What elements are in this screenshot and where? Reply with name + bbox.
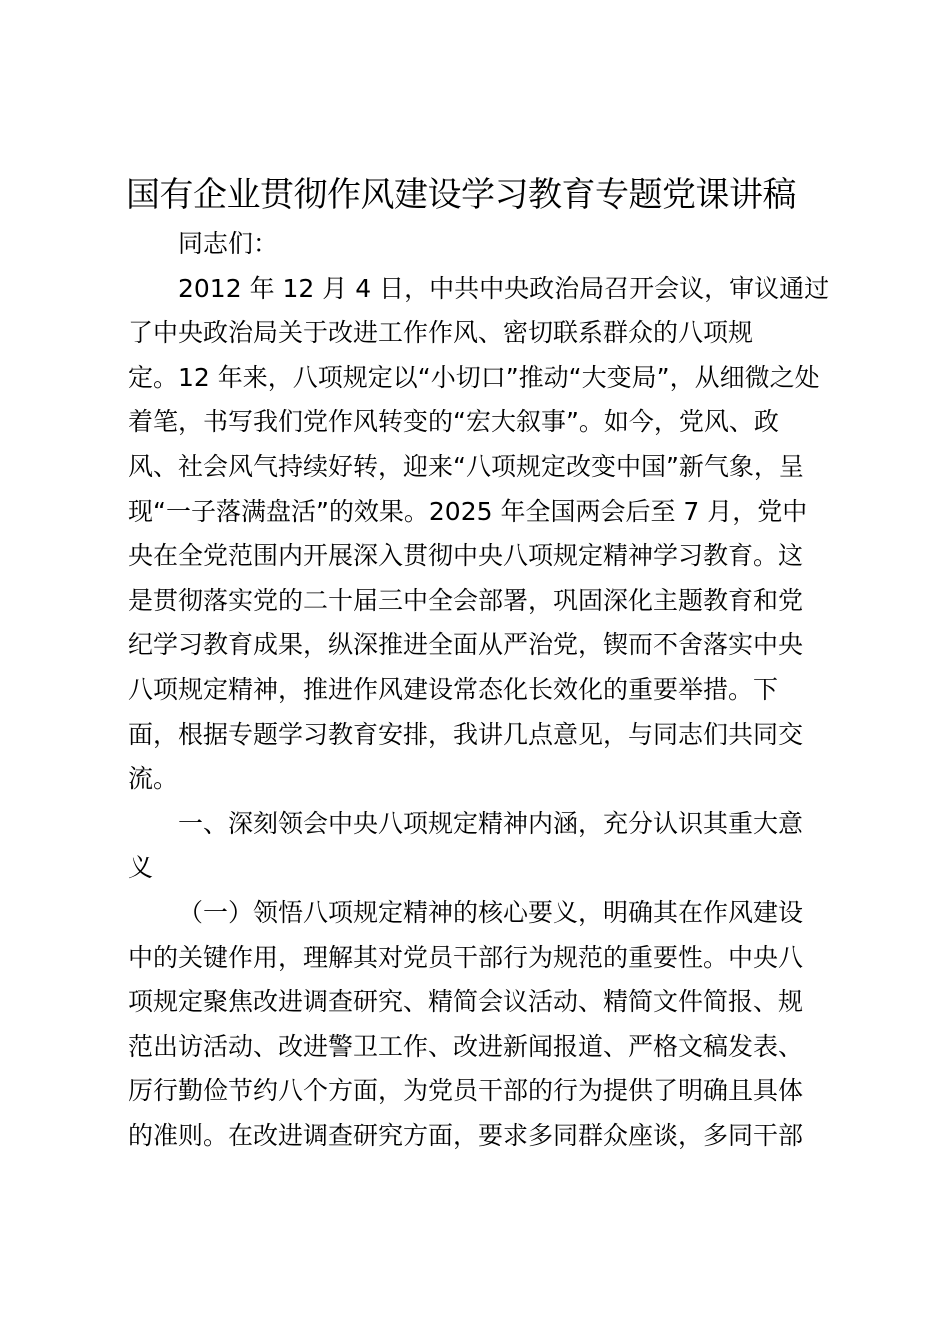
body-line: 风、社会风气持续好转，迎来“八项规定改变中国”新气象，呈 <box>128 451 804 481</box>
document-title: 国有企业贯彻作风建设学习教育专题党课讲稿 <box>126 175 796 215</box>
body-line: 同志们： <box>178 229 279 258</box>
body-line: 定。12 年来，八项规定以“小切口”推动“大变局”，从细微之处 <box>128 362 820 392</box>
body-line: 厉行勤俭节约八个方面，为党员干部的行为提供了明确且具体 <box>128 1076 804 1106</box>
body-line: 八项规定精神，推进作风建设常态化长效化的重要举措。下 <box>128 674 779 704</box>
body-line: 中的关键作用，理解其对党员干部行为规范的重要性。中央八 <box>128 942 804 972</box>
body-line: 了中央政治局关于改进工作作风、密切联系群众的八项规 <box>128 318 754 348</box>
body-line: （一）领悟八项规定精神的核心要义，明确其在作风建设 <box>178 897 804 927</box>
body-line: 义 <box>128 853 154 883</box>
body-line: 面，根据专题学习教育安排，我讲几点意见，与同志们共同交 <box>128 719 804 749</box>
body-line: 现“一子落满盘活”的效果。2025 年全国两会后至 7 月，党中 <box>128 496 808 526</box>
document-body <box>128 222 833 1158</box>
body-line: 央在全党范围内开展深入贯彻中央八项规定精神学习教育。这 <box>128 541 804 571</box>
body-line: 着笔，书写我们党作风转变的“宏大叙事”。如今，党风、政 <box>128 407 779 437</box>
body-line: 的准则。在改进调查研究方面，要求多同群众座谈，多同干部 <box>128 1120 804 1150</box>
body-line: 范出访活动、改进警卫工作、改进新闻报道、严格文稿发表、 <box>128 1031 804 1061</box>
body-line: 一、深刻领会中央八项规定精神内涵，充分认识其重大意 <box>178 808 804 838</box>
body-line: 是贯彻落实党的二十届三中全会部署，巩固深化主题教育和党 <box>128 585 804 615</box>
body-line: 纪学习教育成果，纵深推进全面从严治党，锲而不舍落实中央 <box>128 630 804 660</box>
body-line: 流。 <box>128 764 179 794</box>
body-line: 2012 年 12 月 4 日，中共中央政治局召开会议，审议通过 <box>178 273 830 303</box>
body-line: 项规定聚焦改进调查研究、精简会议活动、精简文件简报、规 <box>128 987 804 1017</box>
